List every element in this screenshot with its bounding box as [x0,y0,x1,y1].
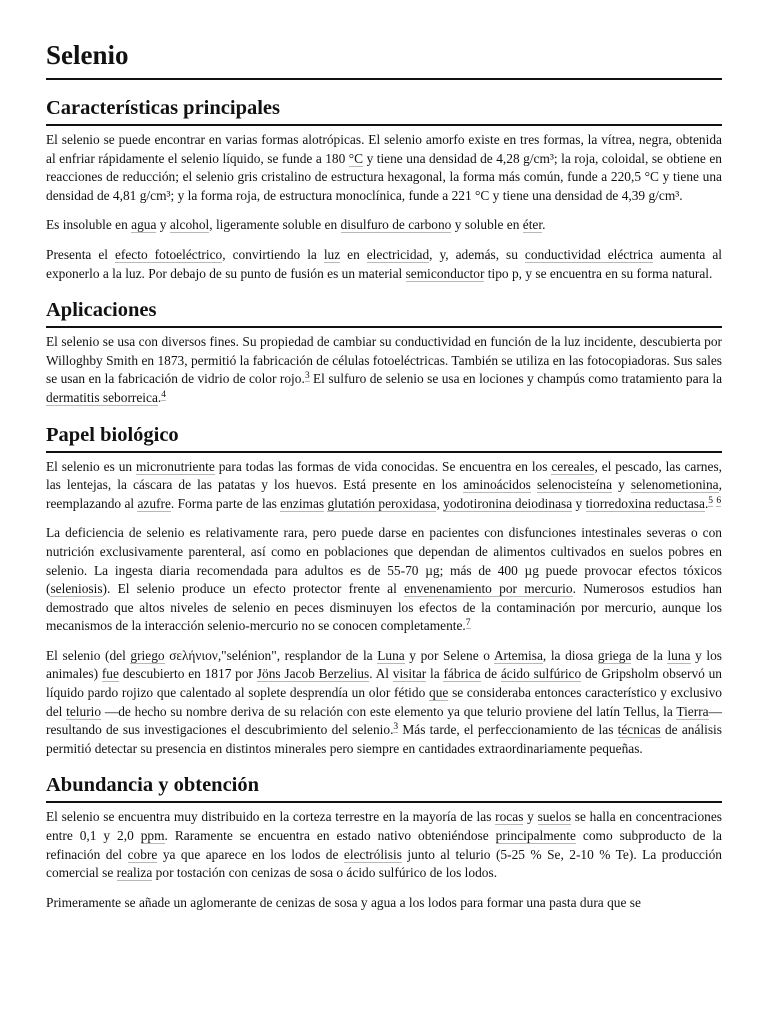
paragraph-text: , el pescado, las carnes, las lentejas, la cáscara de las patatas y los huevos. Está presente en los [46,458,722,493]
inline-link[interactable]: agua [131,217,157,233]
paragraph-text: . Al [369,666,393,682]
paragraph-text: El selenio se puede encontrar en varias formas alotrópicas. El selenio amorfo existe en tres formas, la vítrea, negra, obtenida al enfriar rápidamente el selenio líquido, se funde a 180 [46,132,722,166]
paragraph-text: de análisis permitió detectar su presencia en distintos minerales pero siempre en cantidades extraordinariamente pequeñas. [46,722,722,756]
inline-link[interactable]: telurio [66,703,102,719]
footnote-ref[interactable]: 3 [393,722,399,733]
inline-link[interactable]: luna [667,647,691,663]
paragraph-text: de la [631,647,668,663]
paragraph-text: y los animales) [46,647,722,682]
inline-link[interactable]: seleniosis [50,581,103,597]
inline-link[interactable]: suelos [537,809,572,825]
paragraph-text: Primeramente se añade un aglomerante de cenizas de sosa y agua a los lodos para formar una pasta dura que se [46,894,641,910]
paragraph-text: , convirtiendo la [222,246,324,262]
section-papel-biologico [46,423,722,759]
inline-link[interactable]: griega [597,647,632,663]
inline-link[interactable]: principalmente [495,828,576,844]
paragraph-text: y [156,217,170,233]
section-caracteristicas [46,96,722,283]
inline-link[interactable]: selenometionina [630,477,719,493]
paragraph-text: y soluble en [451,217,523,233]
paragraph-text: . [542,217,546,233]
paragraph-text: de Gripsholm observó un líquido pardo rojizo que calentado al soplete desprendía un olor fétido [46,666,722,701]
paragraph-text: El selenio se usa con diversos fines. Su propiedad de cambiar su conductividad en función de la luz incidente, descubierta por Willoghby Smith en 1873, permitió la fabricación de células fotoeléctricas. También se utiliza en las fotocopiadoras. Sus sales se usan en la fabricación de vidrio de color rojo. [46,334,722,387]
inline-link[interactable]: luz [323,246,341,262]
inline-link[interactable]: aminoácidos [463,477,531,493]
paragraph-text: El selenio (del [46,647,131,663]
paragraph [46,246,722,283]
section-aplicaciones [46,298,722,407]
inline-link[interactable]: fábrica [443,666,481,682]
paragraph-text: aumenta al exponerlo a la luz. Por debajo de su punto de fusión es un material [46,246,722,281]
paragraph-text: en [340,246,367,262]
paragraph [46,458,722,514]
inline-link[interactable]: éter [522,217,543,233]
paragraph [46,808,722,882]
footnote-ref[interactable]: 5 [708,495,714,506]
paragraph-text: . Numerosos estudios han demostrado que altos niveles de selenio en peces disminuyen los efectos de la contaminación por mercurio, aunque los mecanismos de la interacción selenio-mercurio no se conocen completamente. [46,581,722,634]
paragraph-text: El selenio se encuentra muy distribuido en la corteza terrestre en la mayoría de las [46,809,496,825]
paragraph-text: ya que aparece en los lodos de [157,846,344,862]
inline-link[interactable]: semiconductor [405,265,485,281]
paragraph-text: la [426,666,444,682]
paragraph-text: . [704,495,709,511]
inline-link[interactable]: disulfuro de carbono [340,217,452,233]
paragraph-text: se consideraba entonces característico y exclusivo del [46,685,722,719]
paragraph-text: y [523,809,538,825]
inline-link[interactable]: efecto fotoeléctrico [114,246,223,262]
paragraph-text: La deficiencia de selenio es relativamente rara, pero puede darse en pacientes con disfunciones intestinales severas o con nutrición exclusivamente parenteral, así como en poblaciones que dependan de alimentos cultivados en suelos pobres en selenio. La ingesta diaria recomendada para adultos es de 55-70 µg; más de 400 µg puede provocar efectos tóxicos ( [46,525,722,597]
paragraph-text: , [436,495,444,511]
paragraph-text: Es insoluble en [46,217,132,233]
paragraph-text: σελήνιον,"selénion", resplandor de la [164,647,378,663]
inline-link[interactable]: °C [348,150,364,166]
inline-link[interactable]: griego [130,647,165,663]
inline-link[interactable]: realiza [116,865,153,881]
paragraph-text: como subproducto de la refinación del [46,828,722,862]
paragraph-text: — resultando de sus investigaciones el descubrimiento del selenio. [46,703,722,738]
section-heading: Características principales [46,96,722,126]
paragraph-text: de [480,666,501,682]
inline-link[interactable]: tiorredoxina reductasa [585,495,705,511]
paragraph-text: , y, además, su [429,246,525,262]
paragraph-text: se halla en concentraciones entre 0,1 y 2,0 [46,809,722,844]
inline-link[interactable]: Jöns Jacob Berzelius [256,666,370,682]
article [46,0,722,912]
inline-link[interactable]: fue [101,666,119,682]
paragraph-text: . [157,389,162,405]
inline-link[interactable]: selenocisteína [536,477,613,493]
inline-link[interactable]: que [429,685,449,701]
paragraph-text: . Raramente se encuentra en estado nativo obteniéndose [164,828,496,844]
paragraph-text: tipo p, y se encuentra en su forma natural. [484,265,713,281]
paragraph-text: y por Selene o [404,647,494,663]
inline-link[interactable]: azufre [137,495,171,511]
inline-link[interactable]: Artemisa [493,647,543,663]
paragraph-text: descubierto en 1817 por [118,666,257,682]
inline-link[interactable]: micronutriente [136,458,215,474]
paragraph [46,524,722,636]
section-heading: Aplicaciones [46,298,722,328]
inline-link[interactable]: glutatión peroxidasa [327,495,437,511]
inline-link[interactable]: Luna [377,647,405,663]
paragraph-text: por tostación con cenizas de sosa o ácido sulfúrico de los lodos. [152,865,498,881]
inline-link[interactable]: rocas [495,809,524,825]
paragraph [46,894,722,913]
paragraph-text: para todas las formas de vida conocidas. Se encuentra en los [214,458,552,474]
paragraph-text: . Forma parte de las [170,495,281,511]
paragraph [46,647,722,759]
footnote-ref[interactable]: 3 [304,371,310,382]
page-title: Selenio [46,40,722,80]
footnote-ref[interactable]: 6 [716,495,722,506]
paragraph-text: El sulfuro de selenio se usa en lociones y champús como tratamiento para la [309,371,723,387]
paragraph-text: Más tarde, el perfeccionamiento de las [398,722,618,738]
inline-link[interactable]: técnicas [617,722,661,738]
inline-link[interactable]: yodotironina deiodinasa [443,495,573,511]
inline-link[interactable]: alcohol [169,217,210,233]
paragraph-text: y [572,495,586,511]
paragraph-text: , la diosa [542,647,598,663]
paragraph-text: y [612,477,631,493]
paragraph [46,333,722,407]
inline-link[interactable]: cereales [551,458,595,474]
section-heading: Abundancia y obtención [46,773,722,803]
inline-link[interactable]: electricidad [366,246,430,262]
paragraph-text: ). El selenio produce un efecto protector frente al [102,581,405,597]
footnote-ref[interactable]: 7 [465,618,471,629]
inline-link[interactable]: visitar [392,666,427,682]
paragraph-text: El selenio es un [46,458,136,474]
paragraph-text: y tiene una densidad de 4,28 g/cm³; la roja, coloidal, se obtiene en reacciones de reducción; el selenio gris cristalino de estructura hexagonal, la forma más común, funde a 220,5 °C y tiene una densidad de 4,81 g/cm³; y la forma roja, de estructura monoclínica, funde a 221 °C y tiene una densidad de 4,39 g/cm³. [46,150,722,203]
section-heading: Papel biológico [46,423,722,453]
inline-link[interactable]: ácido sulfúrico [500,666,582,682]
paragraph-text: Presenta el [46,246,115,262]
paragraph [46,216,722,235]
paragraph-text: junto al telurio (5-25 % Se, 2-10 % Te). La producción comercial se [46,846,722,881]
paragraph-text: , reemplazando al [46,477,722,511]
paragraph-text: —de hecho su nombre deriva de su relación con este elemento ya que telurio proviene del latín Tellus, la [101,703,677,719]
inline-link[interactable]: Tierra [676,703,709,719]
inline-link[interactable]: envenenamiento por mercurio [404,581,573,597]
inline-link[interactable]: cobre [127,846,158,862]
inline-link[interactable]: electrólisis [343,846,402,862]
section-abundancia [46,773,722,912]
footnote-ref[interactable]: 4 [161,389,167,400]
paragraph-text: , ligeramente soluble en [209,217,341,233]
inline-link[interactable]: enzimas [280,495,325,511]
inline-link[interactable]: conductividad eléctrica [524,246,654,262]
paragraph [46,131,722,205]
inline-link[interactable]: ppm [140,828,165,844]
inline-link[interactable]: dermatitis seborreica [46,389,158,405]
